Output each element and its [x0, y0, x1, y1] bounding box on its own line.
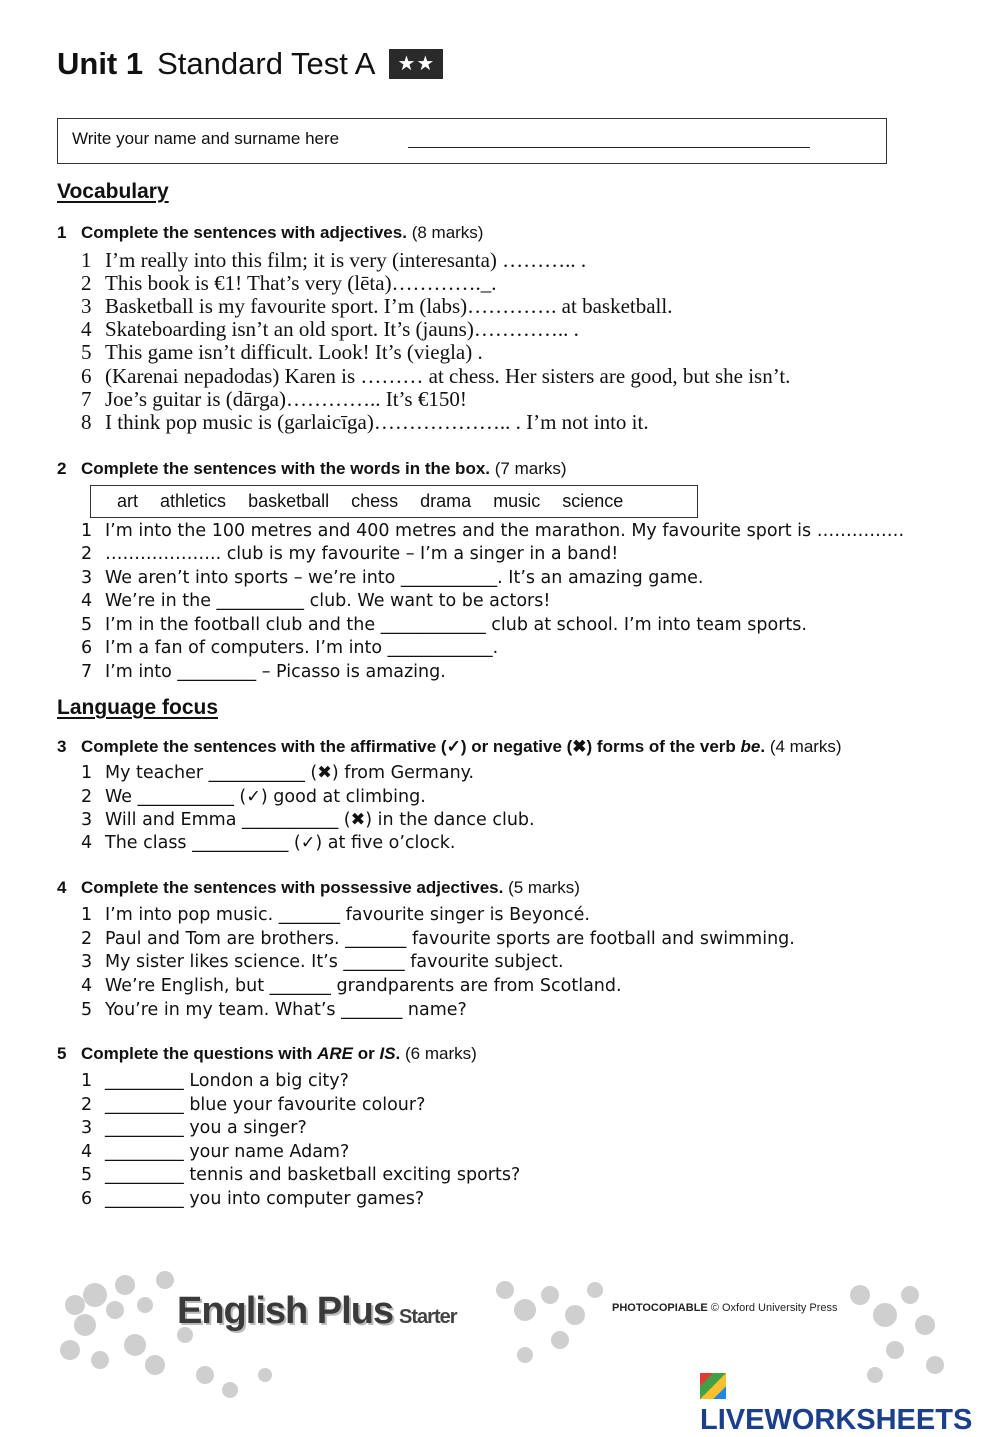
- exercise-3-heading: 3 Complete the sentences with the affirmative (✓) or negative (✖) forms of the verb be. (4 marks): [57, 737, 842, 756]
- footer: [55, 1265, 1000, 1436]
- name-input-line[interactable]: [408, 147, 810, 148]
- exercise-2-heading: 2 Complete the sentences with the words in the box. (7 marks): [57, 459, 567, 478]
- liveworksheets-logo[interactable]: LIVEWORKSHEETS: [700, 1371, 1000, 1437]
- brand-logo: English Plus Starter: [177, 1290, 457, 1332]
- word-box: [90, 485, 698, 518]
- difficulty-stars: ★★: [389, 49, 443, 79]
- word-box-item: science: [562, 491, 624, 511]
- liveworksheets-icon: [700, 1373, 726, 1399]
- section-vocabulary: Vocabulary: [57, 180, 169, 203]
- unit-label: Unit 1: [57, 46, 144, 81]
- word-box-item: basketball: [248, 491, 330, 511]
- word-box-item: music: [493, 491, 541, 511]
- word-box-item: drama: [420, 491, 472, 511]
- exercise-5-heading: 5 Complete the questions with ARE or IS. (6 marks): [57, 1044, 477, 1063]
- word-box-item: chess: [351, 491, 399, 511]
- name-label: Write your name and surname here: [72, 129, 340, 148]
- test-title: Standard Test A: [157, 46, 376, 81]
- exercise-1-heading: 1 Complete the sentences with adjectives. (8 marks): [57, 223, 484, 242]
- word-box-item: athletics: [160, 491, 227, 511]
- exercise-4-heading: 4 Complete the sentences with possessive adjectives. (5 marks): [57, 878, 580, 897]
- copyright-notice: PHOTOCOPIABLE © Oxford University Press: [612, 1302, 838, 1314]
- word-box-item: art: [117, 491, 139, 511]
- section-language-focus: Language focus: [57, 696, 219, 719]
- name-box: [57, 118, 887, 164]
- page-title: [57, 46, 443, 82]
